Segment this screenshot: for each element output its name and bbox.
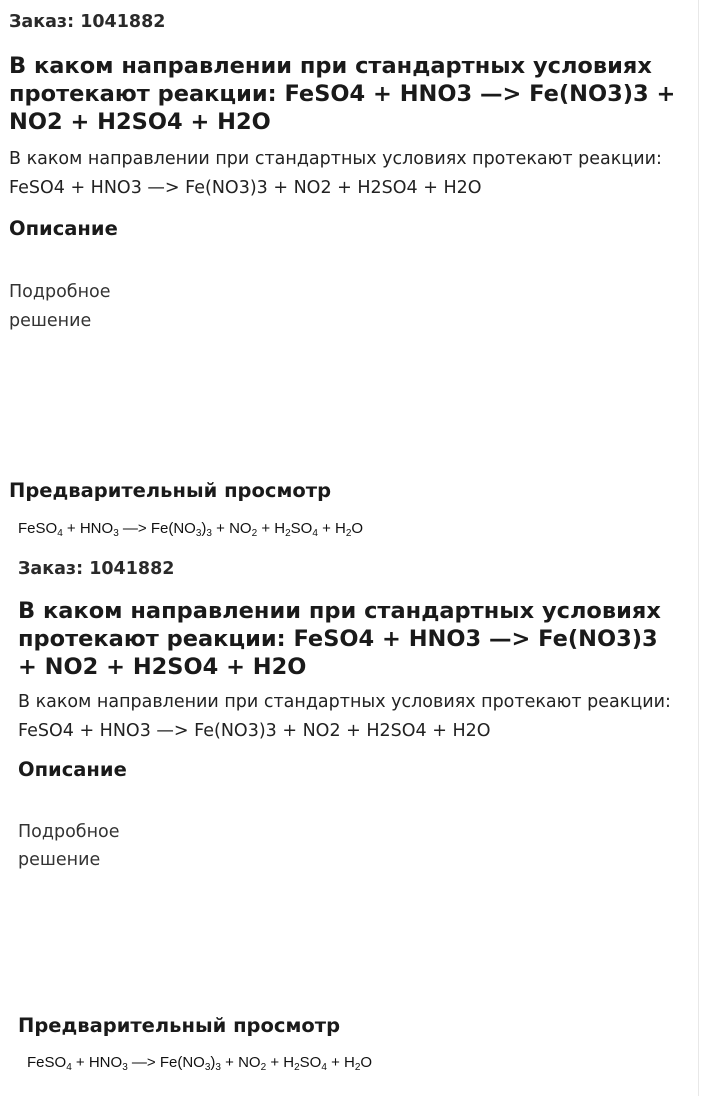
page-edge-line: [698, 0, 699, 1096]
preview-description-text-line2: решение: [18, 850, 101, 870]
preview-preview-heading: Предварительный просмотр: [18, 1014, 341, 1037]
preview-heading: Предварительный просмотр: [9, 479, 332, 502]
preview-equation: FeSO$_4$ + $HNO_3$ —> $Fe(NO_3)_3 + NO_2 + H_2SO_4 + H_2O$: [18, 520, 364, 539]
question-text: В каком направлении при стандартных условиях протекают реакции: FeSO4 + HNO3 —> Fe(NO3)3 + NO2 + H2SO4 + H2O: [9, 149, 662, 198]
preview-description-heading: Описание: [18, 758, 127, 781]
description-text-line1: Подробное: [9, 282, 111, 302]
preview-preview-equation: FeSO$_4$ + $HNO_3$ —> $Fe(NO_3)_3 + NO_2 + H_2SO_4 + H_2O$: [27, 1054, 373, 1073]
preview-order-number: Заказ: 1041882: [18, 559, 175, 579]
page-title: В каком направлении при стандартных условиях протекают реакции: FeSO4 + HNO3 —> Fe(NO3)3 + NO2 + H2SO4 + H2O: [9, 53, 676, 135]
description-text-line2: решение: [9, 311, 92, 331]
order-number: Заказ: 1041882: [9, 12, 166, 32]
preview-description-text-line1: Подробное: [18, 822, 120, 842]
description-heading: Описание: [9, 217, 118, 240]
preview-question-text: В каком направлении при стандартных условиях протекают реакции: FeSO4 + HNO3 —> Fe(NO3)3 + NO2 + H2SO4 + H2O: [18, 692, 671, 741]
preview-page-title: В каком направлении при стандартных условиях протекают реакции: FeSO4 + HNO3 —> Fe(NO3)3 + NO2 + H2SO4 + H2O: [18, 598, 661, 680]
